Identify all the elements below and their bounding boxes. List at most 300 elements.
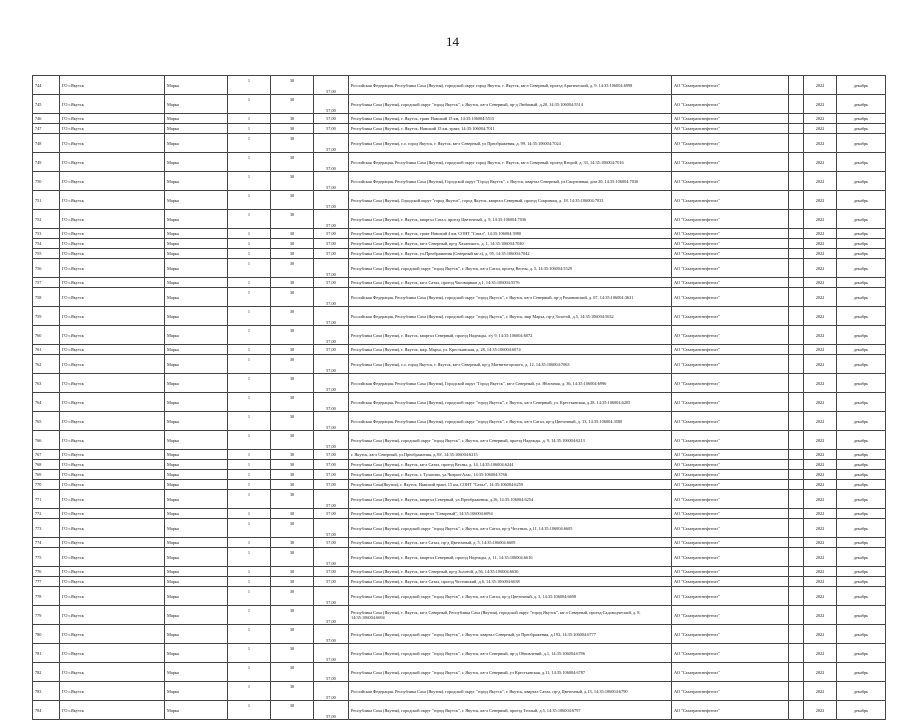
address-cell: Республика Саха(Якутия), г. Якутск, Намский тракт, 15 км, СОНТ "Сатал", 14:35:106004:6259 xyxy=(349,480,672,490)
quantity-cell: 1 xyxy=(228,577,271,587)
table-row xyxy=(33,249,886,259)
price-cell: 57,00 xyxy=(314,229,349,239)
length-cell: 30 xyxy=(271,259,314,278)
month-cell: декабрь xyxy=(837,307,886,326)
municipality-cell: ГО г.Якутск xyxy=(60,663,165,682)
price-cell: 57,00 xyxy=(314,249,349,259)
year-cell: 2022 xyxy=(804,249,837,259)
organization-cell: АО "Сахатранснефтегаз" xyxy=(672,577,789,587)
quantity-cell: 1 xyxy=(228,701,271,720)
quantity-cell: 1 xyxy=(228,259,271,278)
material-cell: Марка xyxy=(165,587,228,606)
month-cell: декабрь xyxy=(837,124,886,134)
price-cell: 57,00 xyxy=(314,431,349,450)
quantity-cell: 1 xyxy=(228,548,271,567)
material-cell: Марка xyxy=(165,480,228,490)
quantity-cell: 1 xyxy=(228,490,271,509)
row-number-cell: 768 xyxy=(33,460,60,470)
length-cell: 30 xyxy=(271,470,314,480)
price-cell: 57,00 xyxy=(314,490,349,509)
price-cell: 57,00 xyxy=(314,374,349,393)
year-cell: 2022 xyxy=(804,606,837,625)
length-cell: 30 xyxy=(271,393,314,412)
price-cell: 57,00 xyxy=(314,259,349,278)
row-number-cell: 752 xyxy=(33,210,60,229)
material-cell: Марка xyxy=(165,345,228,355)
length-cell: 30 xyxy=(271,229,314,239)
year-cell: 2022 xyxy=(804,307,837,326)
table-row xyxy=(33,412,886,431)
quantity-cell: 1 xyxy=(228,124,271,134)
month-cell: декабрь xyxy=(837,239,886,249)
price-cell: 57,00 xyxy=(314,172,349,191)
organization-cell: АО "Сахатранснефтегаз" xyxy=(672,644,789,663)
material-cell: Марка xyxy=(165,450,228,460)
year-cell: 2022 xyxy=(804,450,837,460)
spacer-cell xyxy=(789,450,804,460)
price-cell: 57,00 xyxy=(314,326,349,345)
table-row xyxy=(33,644,886,663)
material-cell: Марка xyxy=(165,239,228,249)
month-cell: декабрь xyxy=(837,460,886,470)
table-row xyxy=(33,114,886,124)
table-row xyxy=(33,701,886,720)
year-cell: 2022 xyxy=(804,548,837,567)
price-cell: 57,00 xyxy=(314,682,349,701)
row-number-cell: 778 xyxy=(33,587,60,606)
quantity-cell: 1 xyxy=(228,345,271,355)
municipality-cell: ГО г.Якутск xyxy=(60,326,165,345)
year-cell: 2022 xyxy=(804,259,837,278)
table-row xyxy=(33,76,886,95)
municipality-cell: ГО г.Якутск xyxy=(60,393,165,412)
address-cell: Российская Федерация, Республика Саха (Якутия), городской округ "город Якутск", г. Якутск, кв-л Сатал, пр-д Цветочный, д. 13, 14:35:106004:3580 xyxy=(349,412,672,431)
table-row xyxy=(33,259,886,278)
spacer-cell xyxy=(789,567,804,577)
table-row xyxy=(33,577,886,587)
month-cell: декабрь xyxy=(837,470,886,480)
length-cell: 30 xyxy=(271,606,314,625)
address-cell: Республика Саха (Якутия), г. Якутск, квартал Сатал, проезд Цветочный, д. 9, 14:35:106004:7036 xyxy=(349,210,672,229)
address-cell: Республика Саха (Якутия), городской округ "город Якутск", г. Якутск, кв-л Северный, проезд Теплый, д.5, 14:35:106004:6797 xyxy=(349,701,672,720)
organization-cell: АО "Сахатранснефтегаз" xyxy=(672,229,789,239)
price-cell: 57,00 xyxy=(314,606,349,625)
organization-cell: АО "Сахатранснефтегаз" xyxy=(672,374,789,393)
material-cell: Марка xyxy=(165,431,228,450)
address-cell: Республика Саха (Якутия), г. Якутск, квартал Северный, проезд Надежды, з/у 9, 14:35:106004:6072 xyxy=(349,326,672,345)
price-cell: 57,00 xyxy=(314,191,349,210)
row-number-cell: 747 xyxy=(33,124,60,134)
quantity-cell: 1 xyxy=(228,470,271,480)
table-row xyxy=(33,134,886,153)
price-cell: 57,00 xyxy=(314,509,349,519)
address-cell: Республика Саха (Якутия), г. Якутск, кв-л Сатал, проезд Честивский, д.6, 14:35:106004:6638 xyxy=(349,577,672,587)
material-cell: Марка xyxy=(165,470,228,480)
spacer-cell xyxy=(789,431,804,450)
row-number-cell: 771 xyxy=(33,490,60,509)
organization-cell: АО "Сахатранснефтегаз" xyxy=(672,76,789,95)
material-cell: Марка xyxy=(165,191,228,210)
address-cell: Российская Федерация, Республика Саха (Якутия), городской округ "город Якутск", г. Якутск, квартал Сатал, пр-д Цветочный, д.13, 14:35:106004:6790 xyxy=(349,682,672,701)
material-cell: Марка xyxy=(165,663,228,682)
year-cell: 2022 xyxy=(804,95,837,114)
organization-cell: АО "Сахатранснефтегаз" xyxy=(672,249,789,259)
spacer-cell xyxy=(789,153,804,172)
address-cell: Российская Федерация, Республика Саха (Якутия), городской округ "город Якутск", г. Якутск, мкр Марха, пр-д Золотой, д.5, 14:35:106004:5632 xyxy=(349,307,672,326)
price-cell: 57,00 xyxy=(314,288,349,307)
material-cell: Марка xyxy=(165,644,228,663)
material-cell: Марка xyxy=(165,412,228,431)
row-number-cell: 751 xyxy=(33,191,60,210)
year-cell: 2022 xyxy=(804,538,837,548)
table-row xyxy=(33,490,886,509)
row-number-cell: 782 xyxy=(33,663,60,682)
table-row xyxy=(33,480,886,490)
year-cell: 2022 xyxy=(804,480,837,490)
price-cell: 57,00 xyxy=(314,663,349,682)
row-number-cell: 759 xyxy=(33,307,60,326)
material-cell: Марка xyxy=(165,538,228,548)
quantity-cell: 1 xyxy=(228,682,271,701)
material-cell: Марка xyxy=(165,249,228,259)
table-row xyxy=(33,519,886,538)
year-cell: 2022 xyxy=(804,355,837,374)
row-number-cell: 763 xyxy=(33,374,60,393)
length-cell: 30 xyxy=(271,490,314,509)
month-cell: декабрь xyxy=(837,134,886,153)
month-cell: декабрь xyxy=(837,355,886,374)
organization-cell: АО "Сахатранснефтегаз" xyxy=(672,134,789,153)
table-row xyxy=(33,567,886,577)
table-row xyxy=(33,682,886,701)
quantity-cell: 1 xyxy=(228,450,271,460)
row-number-cell: 784 xyxy=(33,701,60,720)
organization-cell: АО "Сахатранснефтегаз" xyxy=(672,480,789,490)
year-cell: 2022 xyxy=(804,412,837,431)
length-cell: 30 xyxy=(271,625,314,644)
municipality-cell: ГО г.Якутск xyxy=(60,374,165,393)
quantity-cell: 1 xyxy=(228,172,271,191)
row-number-cell: 757 xyxy=(33,278,60,288)
price-cell: 57,00 xyxy=(314,577,349,587)
row-number-cell: 744 xyxy=(33,76,60,95)
address-cell: Республика Саха (Якутия), г. Якутск, кв-л Северный, пр-д Золотой, д.56, 14:35:106004:6630 xyxy=(349,567,672,577)
organization-cell: АО "Сахатранснефтегаз" xyxy=(672,345,789,355)
municipality-cell: ГО г.Якутск xyxy=(60,259,165,278)
length-cell: 30 xyxy=(271,431,314,450)
address-cell: Республика Саха (Якутия), г. Якутск, Намский 15 км. тракт, 14:35:106004:7011 xyxy=(349,124,672,134)
row-number-cell: 754 xyxy=(33,239,60,249)
length-cell: 30 xyxy=(271,567,314,577)
municipality-cell: ГО г.Якутск xyxy=(60,644,165,663)
spacer-cell xyxy=(789,374,804,393)
material-cell: Марка xyxy=(165,393,228,412)
municipality-cell: ГО г.Якутск xyxy=(60,134,165,153)
table-row xyxy=(33,355,886,374)
length-cell: 30 xyxy=(271,278,314,288)
length-cell: 30 xyxy=(271,374,314,393)
row-number-cell: 766 xyxy=(33,431,60,450)
length-cell: 30 xyxy=(271,701,314,720)
year-cell: 2022 xyxy=(804,431,837,450)
quantity-cell: 1 xyxy=(228,278,271,288)
address-cell: Российская Федерация, Республика Саха (Якутия), Городской округ "Город Якутск", кв-л Северный, ул. Яблочная, д. 36, 14:35:106004:6996 xyxy=(349,374,672,393)
year-cell: 2022 xyxy=(804,191,837,210)
month-cell: декабрь xyxy=(837,509,886,519)
month-cell: декабрь xyxy=(837,701,886,720)
quantity-cell: 1 xyxy=(228,153,271,172)
price-cell: 57,00 xyxy=(314,153,349,172)
table-row xyxy=(33,606,886,625)
row-number-cell: 767 xyxy=(33,450,60,460)
spacer-cell xyxy=(789,124,804,134)
table-row xyxy=(33,95,886,114)
quantity-cell: 1 xyxy=(228,663,271,682)
price-cell: 57,00 xyxy=(314,460,349,470)
month-cell: декабрь xyxy=(837,567,886,577)
quantity-cell: 1 xyxy=(228,431,271,450)
quantity-cell: 1 xyxy=(228,412,271,431)
quantity-cell: 1 xyxy=(228,191,271,210)
spacer-cell xyxy=(789,278,804,288)
material-cell: Марка xyxy=(165,682,228,701)
address-cell: Республика Саха (Якутия), г. Якутск, кв-л Северный, пр-д Хаханского, д. 1, 14:35:106004:7040 xyxy=(349,239,672,249)
material-cell: Марка xyxy=(165,701,228,720)
material-cell: Марка xyxy=(165,355,228,374)
month-cell: декабрь xyxy=(837,393,886,412)
material-cell: Марка xyxy=(165,548,228,567)
month-cell: декабрь xyxy=(837,278,886,288)
year-cell: 2022 xyxy=(804,663,837,682)
spacer-cell xyxy=(789,114,804,124)
quantity-cell: 1 xyxy=(228,239,271,249)
address-cell: Республика Саха (Якутия), г.о. город Якутск, г. Якутск, кв-л Северный, ул Преображения, д. 99, 14:35:106004:7024 xyxy=(349,134,672,153)
length-cell: 30 xyxy=(271,172,314,191)
quantity-cell: 1 xyxy=(228,606,271,625)
row-number-cell: 764 xyxy=(33,393,60,412)
row-number-cell: 777 xyxy=(33,577,60,587)
year-cell: 2022 xyxy=(804,577,837,587)
price-cell: 57,00 xyxy=(314,625,349,644)
municipality-cell: ГО г.Якутск xyxy=(60,249,165,259)
municipality-cell: ГО г.Якутск xyxy=(60,124,165,134)
spacer-cell xyxy=(789,577,804,587)
price-cell: 57,00 xyxy=(314,538,349,548)
municipality-cell: ГО г.Якутск xyxy=(60,239,165,249)
organization-cell: АО "Сахатранснефтегаз" xyxy=(672,153,789,172)
organization-cell: АО "Сахатранснефтегаз" xyxy=(672,114,789,124)
address-cell: Республика Саха (Якутия), г. Якутск, мкр. Марха, ул. Крестьянская, д. 28, 14:35:106004:6074 xyxy=(349,345,672,355)
price-cell: 57,00 xyxy=(314,210,349,229)
organization-cell: АО "Сахатранснефтегаз" xyxy=(672,625,789,644)
spacer-cell xyxy=(789,307,804,326)
organization-cell: АО "Сахатранснефтегаз" xyxy=(672,172,789,191)
organization-cell: АО "Сахатранснефтегаз" xyxy=(672,307,789,326)
month-cell: декабрь xyxy=(837,490,886,509)
price-cell: 57,00 xyxy=(314,345,349,355)
length-cell: 30 xyxy=(271,644,314,663)
organization-cell: АО "Сахатранснефтегаз" xyxy=(672,412,789,431)
municipality-cell: ГО г.Якутск xyxy=(60,606,165,625)
year-cell: 2022 xyxy=(804,644,837,663)
row-number-cell: 750 xyxy=(33,172,60,191)
quantity-cell: 1 xyxy=(228,288,271,307)
address-cell: Республика Саха (Якутия), г. Якутск, кв-л Сатал, проезд Часовщиков д.1, 14:35:106004:5576 xyxy=(349,278,672,288)
month-cell: декабрь xyxy=(837,412,886,431)
material-cell: Марка xyxy=(165,134,228,153)
organization-cell: АО "Сахатранснефтегаз" xyxy=(672,701,789,720)
quantity-cell: 1 xyxy=(228,509,271,519)
municipality-cell: ГО г.Якутск xyxy=(60,490,165,509)
month-cell: декабрь xyxy=(837,76,886,95)
table-row xyxy=(33,153,886,172)
spacer-cell xyxy=(789,490,804,509)
length-cell: 30 xyxy=(271,307,314,326)
material-cell: Марка xyxy=(165,229,228,239)
quantity-cell: 1 xyxy=(228,644,271,663)
length-cell: 30 xyxy=(271,412,314,431)
material-cell: Марка xyxy=(165,210,228,229)
organization-cell: АО "Сахатранснефтегаз" xyxy=(672,548,789,567)
material-cell: Марка xyxy=(165,288,228,307)
address-cell: Республика Саха (Якутия), городской округ "город Якутск", г. Якутск, кв-л Северный, пр-д Любимый, д.20, 14:35:106004:5514 xyxy=(349,95,672,114)
municipality-cell: ГО г.Якутск xyxy=(60,355,165,374)
year-cell: 2022 xyxy=(804,114,837,124)
quantity-cell: 1 xyxy=(228,114,271,124)
spacer-cell xyxy=(789,355,804,374)
length-cell: 30 xyxy=(271,577,314,587)
municipality-cell: ГО г.Якутск xyxy=(60,307,165,326)
month-cell: декабрь xyxy=(837,538,886,548)
organization-cell: АО "Сахатранснефтегаз" xyxy=(672,587,789,606)
spacer-cell xyxy=(789,538,804,548)
organization-cell: АО "Сахатранснефтегаз" xyxy=(672,519,789,538)
year-cell: 2022 xyxy=(804,682,837,701)
organization-cell: АО "Сахатранснефтегаз" xyxy=(672,239,789,249)
spacer-cell xyxy=(789,682,804,701)
material-cell: Марка xyxy=(165,519,228,538)
month-cell: декабрь xyxy=(837,577,886,587)
month-cell: декабрь xyxy=(837,288,886,307)
material-cell: Марка xyxy=(165,577,228,587)
price-cell: 57,00 xyxy=(314,450,349,460)
year-cell: 2022 xyxy=(804,134,837,153)
month-cell: декабрь xyxy=(837,229,886,239)
spacer-cell xyxy=(789,172,804,191)
table-row xyxy=(33,393,886,412)
length-cell: 30 xyxy=(271,114,314,124)
page-number: 14 xyxy=(446,34,459,49)
price-cell: 57,00 xyxy=(314,307,349,326)
quantity-cell: 1 xyxy=(228,134,271,153)
spacer-cell xyxy=(789,606,804,625)
quantity-cell: 1 xyxy=(228,460,271,470)
address-cell: Республика Саха (Якутия), г. Якутск, квартал Северный, проезд Надежды, д. 11, 14:35:106004:6616 xyxy=(349,548,672,567)
year-cell: 2022 xyxy=(804,509,837,519)
material-cell: Марка xyxy=(165,460,228,470)
organization-cell: АО "Сахатранснефтегаз" xyxy=(672,393,789,412)
year-cell: 2022 xyxy=(804,470,837,480)
organization-cell: АО "Сахатранснефтегаз" xyxy=(672,682,789,701)
price-cell: 57,00 xyxy=(314,393,349,412)
spacer-cell xyxy=(789,229,804,239)
spacer-cell xyxy=(789,412,804,431)
table-row xyxy=(33,239,886,249)
spacer-cell xyxy=(789,239,804,249)
spacer-cell xyxy=(789,95,804,114)
material-cell: Марка xyxy=(165,307,228,326)
price-cell: 57,00 xyxy=(314,95,349,114)
spacer-cell xyxy=(789,460,804,470)
municipality-cell: ГО г.Якутск xyxy=(60,229,165,239)
month-cell: декабрь xyxy=(837,663,886,682)
organization-cell: АО "Сахатранснефтегаз" xyxy=(672,124,789,134)
municipality-cell: ГО г.Якутск xyxy=(60,278,165,288)
spacer-cell xyxy=(789,134,804,153)
table-row xyxy=(33,307,886,326)
organization-cell: АО "Сахатранснефтегаз" xyxy=(672,606,789,625)
year-cell: 2022 xyxy=(804,239,837,249)
table-row xyxy=(33,460,886,470)
material-cell: Марка xyxy=(165,259,228,278)
municipality-cell: ГО г.Якутск xyxy=(60,76,165,95)
spacer-cell xyxy=(789,288,804,307)
length-cell: 30 xyxy=(271,76,314,95)
row-number-cell: 748 xyxy=(33,134,60,153)
row-number-cell: 774 xyxy=(33,538,60,548)
address-cell: Российская Федерация, Республика Саха (Якутия), городской округ "город Якутск", г. Якутск, кв-л Северный, пр-д Романовский, д. 07, 14:35:106004:3631 xyxy=(349,288,672,307)
month-cell: декабрь xyxy=(837,172,886,191)
material-cell: Марка xyxy=(165,124,228,134)
municipality-cell: ГО г.Якутск xyxy=(60,431,165,450)
municipality-cell: ГО г.Якутск xyxy=(60,345,165,355)
organization-cell: АО "Сахатранснефтегаз" xyxy=(672,460,789,470)
organization-cell: АО "Сахатранснефтегаз" xyxy=(672,509,789,519)
municipality-cell: ГО г.Якутск xyxy=(60,682,165,701)
organization-cell: АО "Сахатранснефтегаз" xyxy=(672,259,789,278)
month-cell: декабрь xyxy=(837,191,886,210)
month-cell: декабрь xyxy=(837,548,886,567)
address-cell: Республика Саха (Якутия), городской округ "город Якутск", г. Якутск, квартал Северный, ул Преображения, д.193, 14:35:106004:6777 xyxy=(349,625,672,644)
month-cell: декабрь xyxy=(837,259,886,278)
length-cell: 30 xyxy=(271,153,314,172)
address-cell: Республика Саха (Якутия), городской округ "город Якутск", г. Якутск, кв-л Северный, пр-д Обновлений, д.1, 14:35:106004:6786 xyxy=(349,644,672,663)
month-cell: декабрь xyxy=(837,606,886,625)
length-cell: 30 xyxy=(271,355,314,374)
length-cell: 30 xyxy=(271,682,314,701)
length-cell: 30 xyxy=(271,191,314,210)
price-cell: 57,00 xyxy=(314,114,349,124)
month-cell: декабрь xyxy=(837,153,886,172)
municipality-cell: ГО г.Якутск xyxy=(60,567,165,577)
price-cell: 57,00 xyxy=(314,701,349,720)
organization-cell: АО "Сахатранснефтегаз" xyxy=(672,191,789,210)
length-cell: 30 xyxy=(271,345,314,355)
spacer-cell xyxy=(789,519,804,538)
length-cell: 30 xyxy=(271,519,314,538)
organization-cell: АО "Сахатранснефтегаз" xyxy=(672,278,789,288)
length-cell: 30 xyxy=(271,249,314,259)
table-row xyxy=(33,538,886,548)
length-cell: 30 xyxy=(271,663,314,682)
length-cell: 30 xyxy=(271,326,314,345)
spacer-cell xyxy=(789,548,804,567)
year-cell: 2022 xyxy=(804,701,837,720)
length-cell: 30 xyxy=(271,460,314,470)
municipality-cell: ГО г.Якутск xyxy=(60,114,165,124)
material-cell: Марка xyxy=(165,567,228,577)
municipality-cell: ГО г.Якутск xyxy=(60,210,165,229)
